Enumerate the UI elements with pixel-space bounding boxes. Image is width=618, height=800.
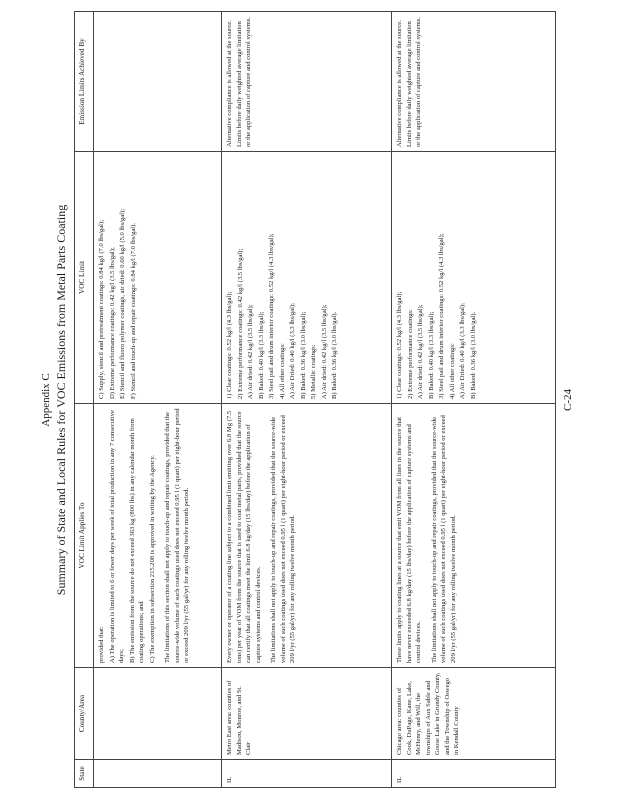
limit-line: A) Air Dried: 0.40 kg/l (3.3 lbs/gal);: [289, 303, 297, 399]
cell-county: Metro East area: counties of Madison, Monroe, and St. Clair: [222, 668, 392, 760]
limit-line: B) Baked: 0.40 kg/l (3.3 lbs/gal);: [257, 311, 265, 399]
limit-line: F) Stencil and touch-up and repair coatings: 0.84 kg/l (7.0 lbs/gal).: [129, 223, 137, 399]
cell-state: IL: [392, 760, 556, 788]
limit-line: 1) Clear coatings: 0.52 kg/l (4.3 lbs/gal);: [226, 291, 233, 399]
applies-paragraph: Every owner or operator of a coating line subject to a combined limit emitting over 6.8 Mg (7.5 tons) per year of VOM from the source that is used to coat metal parts, provided that the source can certify that all coatings meet the limit 6.8 kg/day (15 lbs/day) before the application of capture systems and control devices.: [226, 410, 262, 663]
cell-applies: [392, 404, 556, 668]
cell-applies: [222, 404, 392, 668]
column-header-applies: VOC Limit Applies To: [75, 404, 94, 668]
table-row: [94, 12, 222, 788]
limit-line: D) Extreme performance coatings: 0.42 kg/l (3.5 lbs/gal);: [108, 247, 116, 399]
limit-line: A) Air Dried: 0.40 kg/l (3.3 lbs/gal);: [459, 303, 467, 399]
applies-paragraph: The limitations of this section shall not apply to touch-up and repair coatings, provided that the source-wide volume of such coatings used does not exceed 0.95 l (1 quart) per eight-hour period or exceed 209 l/yr (55 gal/yr) for any rolling twelve month period.: [164, 408, 191, 663]
limit-line: 2) Extreme performance coatings:: [406, 309, 414, 399]
cell-achieved: Alternative compliance is allowed at the source. Limits before daily weighted average limitation or the application of capture and control systems.: [222, 12, 392, 152]
limit-line: A) Air dried: 0.42 kg/l (3.5 lbs/gal);: [320, 304, 328, 399]
cell-county: Chicago area: counties of Cook, DuPage, Kane, Lake, McHenry, and Will, the townships of Aux Sable and Goose Lake in Grundy County, and the Township of Oswego in Kendall County: [392, 668, 556, 760]
limit-line: 1) Clear coatings: 0.52 kg/l (4.3 lbs/gal);: [396, 291, 403, 399]
applies-paragraph: The limitations shall not apply to touch-up and repair coatings, provided that the source-wide volume of such coatings used does not exceed 0.95 l (1 quart) per eight-hour period or exceed 209 l/yr (55 gal/yr) for any rolling twelve month period.: [270, 415, 297, 663]
cell-state: [94, 760, 222, 788]
column-header-achieved: Emission Limits Achieved By: [75, 12, 94, 152]
applies-line: A) The operation is limited to 6 or fewer days per week of total production in any 7 consecutive days;: [108, 410, 126, 663]
limit-line: B) Baked: 0.40 kg/l (3.3 lbs/gal);: [427, 311, 435, 399]
limit-line: A) Air dried: 0.42 kg/l (3.5 lbs/gal);: [247, 304, 255, 399]
cell-limit: [222, 152, 392, 404]
applies-paragraph: These limits apply to coating lines at a source that emit VOM from all lines in the source that have never exceeded 6.8 kg/day (15 lbs/day) before the application of capture systems and control devices.: [396, 417, 423, 663]
limit-line: 3) Steel pail and drum interior coatings: 0.52 kg/l (4.3 lbs/gal);: [268, 233, 276, 399]
applies-line: provided that:: [98, 626, 105, 663]
column-header-limit: VOC Limit: [75, 152, 94, 404]
page-number: C-24: [562, 389, 574, 411]
limit-line: 2) Extreme performance coatings: 0.42 kg/l (3.5 lbs/gal);: [236, 248, 244, 399]
column-header-state: State: [75, 760, 94, 788]
cell-county: [94, 668, 222, 760]
column-header-county: County/Area: [75, 668, 94, 760]
limit-line: B) Baked: 0.36 kg/l (3.0 lbs/gal);: [299, 311, 307, 399]
limit-line: C) Supply, stencil and pretreatment coatings: 0.84 kg/l (7.0 lbs/gal);: [98, 219, 105, 399]
applies-line: C) The exemption in subsection 215.208 is approved in writing by the Agency.: [148, 455, 156, 663]
limit-line: 4) All other coatings:: [278, 343, 286, 399]
limit-line: B) Baked: 0.36 kg/l (3.0 lbs/gal).: [331, 311, 339, 399]
cell-applies: [94, 404, 222, 668]
limit-line: 4) All other coatings:: [448, 343, 456, 399]
cell-state: IL: [222, 760, 392, 788]
cell-achieved: [94, 12, 222, 152]
table-row: [222, 12, 392, 788]
cell-limit: [94, 152, 222, 404]
appendix-label: Appendix C: [40, 373, 52, 427]
cell-limit: [392, 152, 556, 404]
applies-line: B) The emission from the source do not exceed 363 kg (800 lbs) in any calendar month from coating operations; and: [128, 418, 146, 663]
cell-achieved: Alternative compliance is allowed at the source. Limits before daily weighted average limitation or the application of capture and control systems.: [392, 12, 556, 152]
limit-line: 5) Metallic coatings:: [310, 344, 318, 399]
limit-line: B) Baked: 0.36 kg/l (3.0 lbs/gal).: [469, 311, 477, 399]
applies-paragraph: The limitations shall not apply to touch-up and repair coatings, provided that the source-wide volume of such coatings used does not exceed 0.95 l (1 quart) per eight-hour period or exceed 209 l/yr (55 gal/yr) for any rolling twelve month period.: [430, 415, 457, 663]
rules-table: [74, 11, 556, 788]
table-header-row: [75, 12, 94, 788]
limit-line: 3) Steel pail and drum interior coatings: 0.52 kg/l (4.3 lbs/gal);: [438, 233, 446, 399]
limit-line: E) Stencil and fluoro polymer coatings, air dried: 0.60 kg/l (5.0 lbs/gal);: [119, 208, 127, 399]
limit-line: A) Air dried: 0.42 kg/l (3.5 lbs/gal);: [417, 304, 425, 399]
page-title: Summary of State and Local Rules for VOC Emissions from Metal Parts Coating: [54, 204, 68, 596]
table-row: [392, 12, 556, 788]
